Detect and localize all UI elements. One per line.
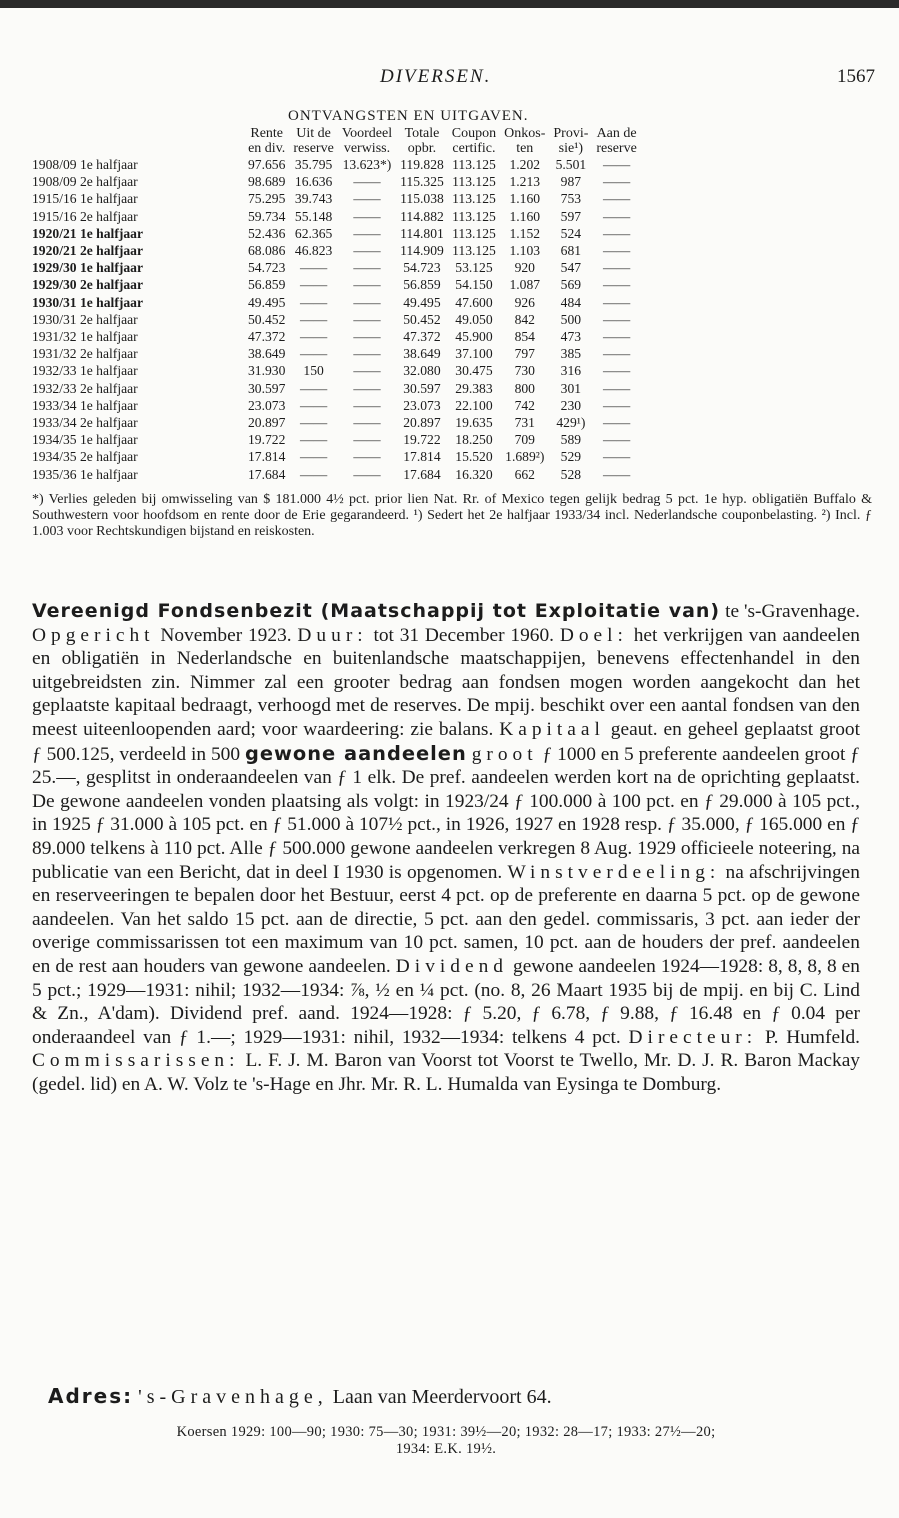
label-doel: Doel: — [559, 624, 628, 646]
table-cell: 797 — [514, 346, 535, 362]
table-header-row — [32, 126, 641, 156]
table-cell: —— — [300, 432, 328, 448]
table-cell: —— — [300, 311, 328, 327]
table-body — [32, 156, 641, 483]
table-cell: 47.372 — [248, 329, 286, 345]
column-header — [338, 126, 396, 156]
row-period: 1908/09 2e halfjaar — [32, 174, 138, 190]
table-cell: —— — [353, 466, 381, 482]
table-row — [32, 431, 641, 448]
table-cell: —— — [602, 260, 631, 276]
table-cell: 62.365 — [294, 225, 333, 241]
price-quotes — [32, 1424, 860, 1458]
table-cell: 32.080 — [403, 363, 441, 379]
table-cell: —— — [353, 397, 381, 413]
label-opgericht: Opgericht — [32, 624, 155, 646]
table-row — [32, 208, 641, 225]
table-cell: 23.073 — [403, 397, 441, 413]
table-cell: 1.160 — [509, 191, 541, 207]
table-cell: 45.900 — [455, 329, 493, 345]
column-header-line2: sie¹) — [558, 141, 584, 156]
column-header-line2: certific. — [452, 141, 496, 156]
table-row — [32, 156, 641, 173]
table-cell: —— — [602, 311, 631, 327]
table-row — [32, 311, 641, 328]
table-cell: 17.814 — [403, 449, 441, 465]
table-cell: 500 — [560, 311, 582, 327]
table-cell: —— — [353, 208, 381, 224]
label-winstverdeeling: Winstverdeeling: — [507, 861, 721, 883]
table-cell: 47.600 — [455, 294, 493, 310]
address-street: Laan van Meerdervoort 64. — [327, 1386, 552, 1408]
column-header — [289, 126, 337, 156]
row-period: 1930/31 2e halfjaar — [32, 311, 138, 327]
table-row — [32, 225, 641, 242]
label-duur: Duur: — [297, 624, 368, 646]
table-cell: —— — [353, 277, 381, 293]
table-cell: 484 — [560, 294, 582, 310]
table-cell: —— — [300, 329, 328, 345]
table-cell: —— — [602, 432, 631, 448]
row-period: 1908/09 1e halfjaar — [32, 157, 138, 172]
row-period: 1929/30 2e halfjaar — [32, 277, 144, 293]
table-cell: 1.689²) — [505, 449, 545, 465]
page-number: 1567 — [837, 66, 875, 87]
table-cell: —— — [353, 294, 381, 310]
column-header-line2: ten — [516, 141, 534, 156]
table-cell: 528 — [560, 466, 582, 482]
table-cell: 547 — [560, 260, 582, 276]
table-cell: —— — [300, 260, 328, 276]
table-cell: 920 — [514, 260, 535, 276]
table-cell: 54.723 — [248, 260, 286, 276]
table-cell: 854 — [514, 329, 535, 345]
table-cell: 753 — [560, 191, 582, 207]
column-header-line1: Totale — [404, 126, 440, 141]
table-cell: 54.723 — [403, 260, 441, 276]
table-cell: 31.930 — [248, 363, 286, 379]
column-header-line2: reserve — [596, 141, 637, 156]
table-cell: 19.722 — [248, 432, 286, 448]
column-header-line1: Rente — [250, 126, 284, 141]
table-cell: —— — [353, 311, 381, 327]
table-cell: —— — [353, 449, 381, 465]
table-cell: 35.795 — [294, 157, 333, 172]
table-cell: 113.125 — [452, 191, 496, 207]
table-row — [32, 328, 641, 345]
table-row — [32, 362, 641, 379]
table-cell: 113.125 — [452, 174, 496, 190]
table-cell: 75.295 — [248, 191, 286, 207]
table-row — [32, 242, 641, 259]
table-cell: —— — [300, 466, 328, 482]
table-cell: 97.656 — [248, 157, 286, 172]
quotes-line-2: 1934: E.K. 19½. — [395, 1441, 497, 1457]
column-header — [549, 126, 592, 156]
table-cell: 30.597 — [248, 380, 286, 396]
table-cell: 23.073 — [248, 397, 286, 413]
table-cell: 46.823 — [294, 243, 333, 259]
table-cell: 19.722 — [403, 432, 441, 448]
table-cell: 926 — [514, 294, 535, 310]
column-header-line2: reserve — [293, 141, 334, 156]
table-cell: —— — [353, 380, 381, 396]
row-period: 1930/31 1e halfjaar — [32, 294, 144, 310]
table-cell: 52.436 — [248, 225, 286, 241]
table-cell: 19.635 — [455, 415, 493, 431]
column-header-line2: verwiss. — [343, 141, 391, 156]
row-period: 1931/32 2e halfjaar — [32, 346, 138, 362]
label-kapitaal: Kapitaal — [499, 718, 605, 740]
column-header-line1: Aan de — [596, 126, 637, 141]
table-cell: —— — [602, 208, 631, 224]
table-row — [32, 259, 641, 276]
table-cell: 385 — [560, 346, 582, 362]
table-row — [32, 173, 641, 190]
table-cell: 15.520 — [455, 449, 493, 465]
table-cell: 55.148 — [294, 208, 333, 224]
table-cell: 39.743 — [294, 191, 333, 207]
table-cell: 113.125 — [452, 157, 496, 172]
table-cell: 709 — [514, 432, 535, 448]
table-row — [32, 190, 641, 207]
table-cell: 20.897 — [403, 415, 441, 431]
table-cell: —— — [602, 294, 631, 310]
table-cell: 150 — [303, 363, 324, 379]
column-header-line1: Coupon — [451, 126, 497, 141]
table-cell: 50.452 — [403, 311, 441, 327]
row-period: 1931/32 1e halfjaar — [32, 329, 138, 345]
table-cell: —— — [602, 397, 631, 413]
table-cell: —— — [602, 380, 631, 396]
column-header-line1: Uit de — [296, 126, 331, 141]
table-cell: —— — [300, 277, 328, 293]
table-cell: —— — [602, 225, 631, 241]
table-cell: —— — [300, 449, 328, 465]
table-cell: 115.325 — [400, 174, 444, 190]
table-cell: 429¹) — [556, 415, 586, 431]
table-cell: —— — [300, 294, 328, 310]
label-dividend: Dividend — [395, 955, 508, 977]
table-cell: 113.125 — [452, 225, 496, 241]
row-period: 1935/36 1e halfjaar — [32, 466, 138, 482]
column-header-line1: Onkos- — [504, 126, 546, 141]
table-cell: 53.125 — [455, 260, 493, 276]
table-cell: 742 — [514, 397, 535, 413]
table-cell: 13.623*) — [342, 157, 392, 172]
row-period: 1934/35 1e halfjaar — [32, 432, 138, 448]
table-cell: —— — [300, 380, 328, 396]
table-cell: 30.475 — [455, 363, 493, 379]
column-header-line1: Provi- — [553, 126, 589, 141]
column-header — [244, 126, 289, 156]
table-cell: —— — [602, 466, 631, 482]
scan-edge — [0, 0, 899, 8]
table-cell: 114.801 — [400, 225, 444, 241]
table-row — [32, 294, 641, 311]
table-cell: 56.859 — [403, 277, 441, 293]
table-cell: 731 — [514, 415, 535, 431]
column-header-line1: Voordeel — [341, 126, 393, 141]
column-header — [500, 126, 549, 156]
quotes-line-1: Koersen 1929: 100—90; 1930: 75—30; 1931: 39½—20; 1932: 28—17; 1933: 27½—20; — [176, 1424, 716, 1440]
row-period: 1932/33 1e halfjaar — [32, 363, 138, 379]
table-cell: 230 — [560, 397, 582, 413]
table-cell: 1.160 — [509, 208, 541, 224]
table-cell: 524 — [560, 225, 582, 241]
table-row — [32, 276, 641, 293]
table-cell: 17.684 — [403, 466, 441, 482]
row-period: 1915/16 2e halfjaar — [32, 208, 138, 224]
table-row — [32, 448, 641, 465]
table-cell: 119.828 — [400, 157, 444, 172]
table-row — [32, 345, 641, 362]
table-cell: 115.038 — [400, 191, 444, 207]
column-header — [396, 126, 448, 156]
row-period: 1915/16 1e halfjaar — [32, 191, 138, 207]
company-name: Vereenigd Fondsenbezit (Maatschappij tot Exploitatie van) — [32, 600, 721, 622]
table-cell: —— — [353, 363, 381, 379]
running-title: DIVERSEN. — [380, 66, 492, 87]
table-cell: 316 — [560, 363, 582, 379]
label-gewone-aandeelen: gewone aandeelen — [244, 741, 467, 765]
table-cell: —— — [602, 243, 631, 259]
address-line — [48, 1384, 552, 1409]
table-cell: 49.495 — [248, 294, 286, 310]
table-cell: —— — [353, 243, 381, 259]
label-groot: groot — [471, 743, 538, 765]
label-commissarissen: Commissarissen: — [32, 1050, 240, 1072]
table-cell: 17.684 — [248, 466, 286, 482]
table-cell: —— — [353, 329, 381, 345]
table-title: ONTVANGSTEN EN UITGAVEN. — [288, 108, 529, 124]
financial-table — [32, 126, 641, 483]
table-cell: 68.086 — [248, 243, 286, 259]
table-row — [32, 466, 641, 483]
table-cell: 681 — [560, 243, 582, 259]
table-cell: 529 — [560, 449, 582, 465]
table-cell: 114.882 — [400, 208, 444, 224]
table-cell: —— — [602, 346, 631, 362]
table-cell: 18.250 — [455, 432, 493, 448]
table-row — [32, 397, 641, 414]
table-footnote: *) Verlies geleden bij omwisseling van $ 181.000 4½ pct. prior lien Nat. Rr. of Mexico tegen gelijk bedrag 5 pct. 1e hyp. obligatiën Buffalo & Southwestern voor hoofdsom en rente door de Erie gegarandeerd. ¹) Sedert het 2e halfjaar 1933/34 incl. Nederlandsche couponbelasting. ²) Incl. ƒ 1.003 voor Rechtskundigen bijstand en reiskosten. — [32, 492, 872, 539]
table-cell: 17.814 — [248, 449, 286, 465]
table-cell: 662 — [514, 466, 535, 482]
column-header-line2: opbr. — [407, 141, 437, 156]
table-cell: 1.202 — [509, 157, 541, 172]
table-cell: 20.897 — [248, 415, 286, 431]
table-cell: 1.152 — [509, 225, 541, 241]
table-cell: 569 — [560, 277, 582, 293]
table-cell: —— — [353, 346, 381, 362]
table-cell: —— — [602, 329, 631, 345]
table-cell: 113.125 — [452, 243, 496, 259]
table-cell: 59.734 — [248, 208, 286, 224]
table-cell: 47.372 — [403, 329, 441, 345]
table-cell: 1.087 — [509, 277, 541, 293]
table-cell: —— — [353, 260, 381, 276]
table-cell: 29.383 — [455, 380, 493, 396]
table-cell: 37.100 — [455, 346, 493, 362]
table-cell: 98.689 — [248, 174, 286, 190]
table-cell: 38.649 — [248, 346, 286, 362]
table-cell: —— — [300, 397, 328, 413]
table-cell: —— — [353, 225, 381, 241]
table-cell: 473 — [560, 329, 582, 345]
table-cell: 5.501 — [555, 157, 587, 172]
table-cell: 730 — [514, 363, 535, 379]
table-cell: 597 — [560, 208, 582, 224]
table-cell: —— — [353, 415, 381, 431]
table-cell: —— — [602, 277, 631, 293]
row-period: 1933/34 2e halfjaar — [32, 415, 138, 431]
table-cell: —— — [602, 449, 631, 465]
table-cell: 1.213 — [509, 174, 541, 190]
table-cell: 842 — [514, 311, 535, 327]
column-header — [592, 126, 640, 156]
column-header — [448, 126, 500, 156]
table-cell: 113.125 — [452, 208, 496, 224]
table-cell: —— — [602, 363, 631, 379]
row-period: 1920/21 1e halfjaar — [32, 225, 144, 241]
table-cell: 16.320 — [455, 466, 493, 482]
table-row — [32, 380, 641, 397]
table-cell: —— — [300, 346, 328, 362]
table-cell: 49.495 — [403, 294, 441, 310]
row-period: 1933/34 1e halfjaar — [32, 397, 138, 413]
column-header-line2: en div. — [248, 141, 286, 156]
header-period — [32, 126, 244, 156]
row-period: 1929/30 1e halfjaar — [32, 260, 144, 276]
row-period: 1934/35 2e halfjaar — [32, 449, 138, 465]
address-label: Adres: — [48, 1384, 134, 1408]
table-cell: 50.452 — [248, 311, 286, 327]
company-entry: Vereenigd Fondsenbezit (Maatschappij tot Exploitatie van) te 's-Gravenhage. Opgericht November 1923. Duur: tot 31 December 1960. Doel: het verkrijgen van aandeelen en obligatiën in Nederlandsche en buitenlandsche maatschappijen, benevens effectenhandel in den uitgebreidsten zin. Nimmer zal een grooter bedrag aan fondsen mogen worden aangekocht dan het geplaatste kapitaal bedraagt, verhoogd met de reserves. De mpij. beschikt over een aantal fondsen van den meest uiteenloopenden aard; voor waardeering: zie balans. Kapitaal geaut. en geheel geplaatst groot ƒ 500.125, verdeeld in 500 gewone aandeelen groot ƒ 1000 en 5 preferente aandeelen groot ƒ 25.—, gesplitst in onderaandeelen van ƒ 1 elk. De pref. aandeelen werden kort na de oprichting geplaatst. De gewone aandeelen vonden plaatsing als volgt: in 1923/24 ƒ 100.000 à 100 pct. en ƒ 29.000 à 105 pct., in 1925 ƒ 31.000 à 105 pct. en ƒ 51.000 à 107½ pct., in 1926, 1927 en 1928 resp. ƒ 35.000, ƒ 165.000 en ƒ 89.000 telkens à 110 pct. Alle ƒ 500.000 gewone aandeelen verkregen 8 Aug. 1929 officieele noteering, na publicatie van een Bericht, dat in deel I 1930 is opgenomen. Winstverdeeling: na afschrijvingen en reserveeringen te bepalen door het Bestuur, eerst 4 pct. op de preferente en daarna 5 pct. op de gewone aandeelen. Van het saldo 15 pct. aan de directie, 5 pct. aan den gedel. commissaris, 3 pct. aan ieder der overige commissarissen tot een maximum van 10 pct. samen, 10 pct. aan de houders der pref. aandeelen en de rest aan houders van gewone aandeelen. Dividend gewone aandeelen 1924—1928: 8, 8, 8, 8 en 5 pct.; 1929—1931: nihil; 1932—1934: ⅞, ½ en ¼ pct. (no. 8, 26 Maart 1935 bij de mpij. en bij C. Lind & Zn., A'dam). Dividend pref. aand. 1924—1928: ƒ 5.20, ƒ 6.78, ƒ 9.88, ƒ 16.48 en ƒ 0.04 per onderaandeel van ƒ 1.—; 1929—1931: nihil, 1932—1934: telkens 4 pct. Directeur: P. Humfeld. Commissarissen: L. F. J. M. Baron van Voorst tot Voorst te Twello, Mr. D. J. R. Baron Mackay (gedel. lid) en A. W. Volz te 's-Hage en Jhr. Mr. R. L. Humalda van Eysinga te Domburg. — [32, 600, 861, 1095]
table-cell: —— — [353, 174, 381, 190]
table-cell: 49.050 — [455, 311, 493, 327]
row-period: 1932/33 2e halfjaar — [32, 380, 138, 396]
table-cell: —— — [300, 415, 328, 431]
table-cell: —— — [602, 191, 631, 207]
table-cell: 54.150 — [455, 277, 493, 293]
table-cell: —— — [353, 432, 381, 448]
table-cell: 38.649 — [403, 346, 441, 362]
table-row — [32, 414, 641, 431]
table-cell: —— — [353, 191, 381, 207]
table-cell: 301 — [560, 380, 582, 396]
table-cell: 1.103 — [509, 243, 541, 259]
table-cell: —— — [602, 415, 631, 431]
table-cell: 987 — [560, 174, 582, 190]
table-cell: 589 — [560, 432, 582, 448]
table-cell: 30.597 — [403, 380, 441, 396]
table-cell: 22.100 — [455, 397, 493, 413]
table-cell: —— — [602, 174, 631, 190]
table-cell: —— — [602, 157, 631, 172]
row-period: 1920/21 2e halfjaar — [32, 243, 144, 259]
label-directeur: Directeur: — [628, 1026, 758, 1048]
table-cell: 114.909 — [400, 243, 444, 259]
address-city: 's-Gravenhage, — [138, 1386, 328, 1408]
table-cell: 16.636 — [294, 174, 333, 190]
table-cell: 800 — [514, 380, 535, 396]
table-cell: 56.859 — [248, 277, 286, 293]
